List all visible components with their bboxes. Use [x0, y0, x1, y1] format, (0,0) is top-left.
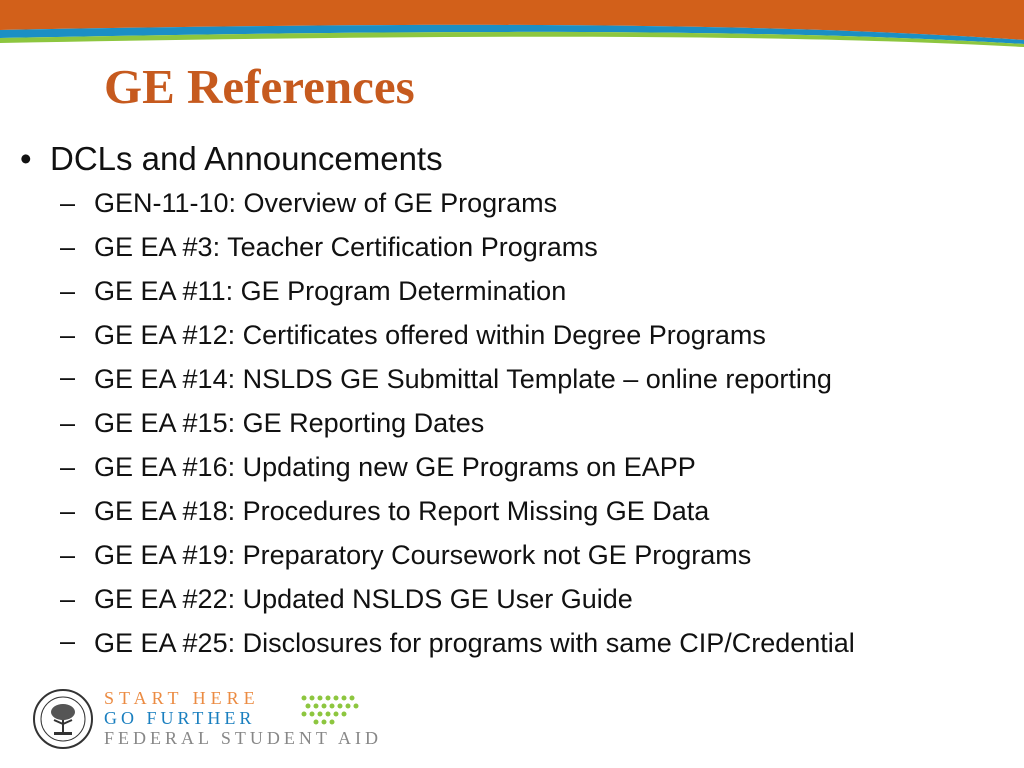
subitem-text: GE EA #14: NSLDS GE Submittal Template – online reporting [94, 364, 832, 394]
subitem [20, 401, 1010, 445]
logo-dot-pattern-icon [300, 694, 366, 734]
dash-marker: – [60, 496, 76, 526]
subitem-text: GE EA #15: GE Reporting Dates [94, 408, 485, 438]
subitem-text: GE EA #18: Procedures to Report Missing GE Data [94, 496, 710, 526]
header-banner [0, 0, 1024, 50]
subitem-text: GE EA #3: Teacher Certification Programs [94, 232, 598, 262]
subitem-text: GE EA #19: Preparatory Coursework not GE Programs [94, 540, 752, 570]
logo-line-1: START HERE [104, 688, 260, 708]
dash-marker: – [60, 232, 76, 262]
dash-marker: – [60, 276, 76, 306]
subitem [20, 445, 1010, 489]
bullet-text: DCLs and Announcements [50, 140, 443, 177]
dash-marker: – [60, 540, 76, 570]
subitem [20, 313, 1010, 357]
dash-marker: – [60, 188, 76, 218]
subitem-text: GE EA #25: Disclosures for programs with same CIP/Credential [94, 628, 855, 658]
subitem-text: GE EA #22: Updated NSLDS GE User Guide [94, 584, 633, 614]
subitem-text: GE EA #12: Certificates offered within Degree Programs [94, 320, 766, 350]
subitem [20, 533, 1010, 577]
slide-title: GE References [104, 59, 415, 114]
department-seal-icon [32, 688, 94, 750]
subitem [20, 225, 1010, 269]
logo-line-2: GO FURTHER [104, 708, 256, 728]
subitem-text: GE EA #16: Updating new GE Programs on EAPP [94, 452, 696, 482]
subitem [20, 621, 1010, 665]
subitem-text: GEN-11-10: Overview of GE Programs [94, 188, 558, 218]
dash-marker: – [60, 408, 76, 438]
subitem-text: GE EA #11: GE Program Determination [94, 276, 567, 306]
subitem [20, 577, 1010, 621]
dash-marker: – [60, 362, 76, 392]
subitem [20, 269, 1010, 313]
dash-marker: – [60, 626, 76, 656]
bullet-marker: • [20, 140, 32, 177]
bullet-dcls-announcements [20, 137, 1010, 181]
dash-marker: – [60, 320, 76, 350]
subitem [20, 357, 1010, 401]
bullet-list [20, 137, 1010, 665]
subitem [20, 489, 1010, 533]
dash-marker: – [60, 452, 76, 482]
fsa-logo [32, 688, 382, 758]
subitem [20, 181, 1010, 225]
dash-marker: – [60, 584, 76, 614]
logo-line-3: FEDERAL STUDENT AID [104, 728, 382, 748]
